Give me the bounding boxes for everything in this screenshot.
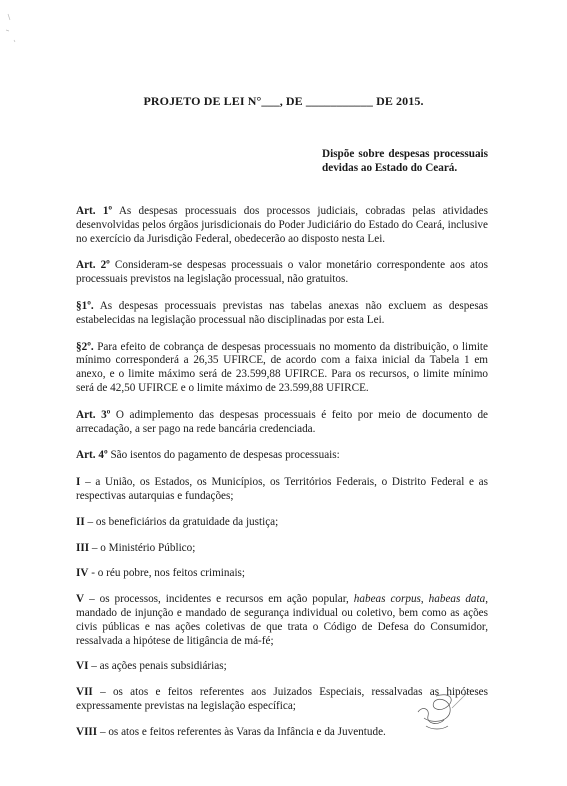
article-text: Consideram-se despesas processuais o valor monetário correspondente aos atos processuais previstos na legislação processual, não gratuitos.	[76, 259, 489, 286]
article-1	[76, 205, 488, 246]
item-label: VII	[76, 686, 93, 699]
item-text: – o Ministério Público;	[91, 541, 196, 554]
article-label: Art. 2º	[76, 259, 110, 272]
item-text: – os atos e feitos referentes às Varas da Infância e da Juventude.	[99, 725, 386, 738]
bill-title: PROJETO DE LEI N°___, DE ___________ DE 2015.	[143, 94, 424, 108]
item-label: VI	[76, 660, 89, 673]
item-label: V	[76, 593, 85, 606]
item-v	[76, 593, 488, 648]
item-italic-text: habeas data	[428, 593, 486, 606]
paragraph-2	[76, 341, 488, 396]
item-label: II	[76, 515, 85, 528]
article-label: Art. 1º	[76, 205, 113, 217]
item-text: – os processos, incidentes e recursos em ação popular,	[89, 593, 354, 606]
item-text: - o réu pobre, nos feitos criminais;	[91, 567, 246, 580]
item-ii	[76, 516, 488, 530]
item-label: IV	[76, 567, 89, 580]
item-vi	[76, 660, 488, 674]
scan-mark	[0, 0, 40, 50]
article-3	[76, 409, 488, 437]
item-text: , mandado de injunção e mandado de segurança individual ou coletivo, bem como as ações civis públicas e nas ações coletivas de que trata o Código de Defesa do Consumidor, ressalvada a hipótese de litigância de má-fé;	[76, 593, 489, 647]
item-label: VIII	[76, 725, 98, 738]
item-iii	[76, 542, 488, 556]
article-text: São isentos do pagamento de despesas processuais:	[110, 449, 340, 462]
article-label: Art. 3º	[76, 408, 111, 421]
item-text: – os beneficiários da gratuidade da justiça;	[87, 515, 279, 528]
item-label: I	[76, 476, 81, 489]
article-text: As despesas processuais dos processos judiciais, cobradas pelas atividades desenvolvidas pelos órgãos jurisdicionais do Poder Judiciário do Estado do Ceará, inclusive no exercício da Jurisdição Federal, obedecerão ao disposto nesta Lei.	[76, 205, 489, 245]
paragraph-1	[76, 300, 488, 328]
ementa: Dispõe sobre despesas processuais devidas ao Estado do Ceará.	[322, 148, 488, 174]
item-text: – os atos e feitos referentes aos Juizados Especiais, ressalvadas as hipóteses expressamente previstas na legislação específica;	[76, 686, 488, 712]
paragraph-text: As despesas processuais previstas nas tabelas anexas não excluem as despesas estabelecidas na legislação processual não disciplinadas por esta Lei.	[76, 299, 488, 326]
article-2	[76, 259, 488, 287]
item-italic-text: habeas corpus	[353, 593, 421, 606]
signature-initials	[408, 690, 478, 740]
item-text: – a União, os Estados, os Municípios, os Territórios Federais, o Distrito Federal e as respectivas autarquias e fundações;	[76, 476, 489, 502]
item-text: – as ações penais subsidiárias;	[91, 660, 227, 673]
article-text: O adimplemento das despesas processuais é feito por meio de documento de arrecadação, a ser pago na rede bancária credenciada.	[76, 408, 489, 435]
paragraph-label: §2º.	[76, 340, 94, 353]
item-label: III	[76, 541, 90, 554]
item-i	[76, 476, 488, 504]
article-label: Art. 4º	[76, 449, 108, 462]
paragraph-text: Para efeito de cobrança de despesas processuais no momento da distribuição, o limite mínimo corresponderá a 26,35 UFIRCE, de acordo com a faixa inicial da Tabela 1 em anexo, e o limite máximo será de 23.599,88 UFIRCE. Para os recursos, o limite mínimo será de 42,50 UFIRCE e o limite máximo de 23.599,88 UFIRCE.	[76, 340, 488, 394]
paragraph-label: §1º.	[76, 299, 94, 312]
item-iv	[76, 567, 488, 581]
article-4	[76, 449, 488, 463]
document-body	[76, 205, 488, 752]
item-text: ,	[420, 593, 429, 606]
